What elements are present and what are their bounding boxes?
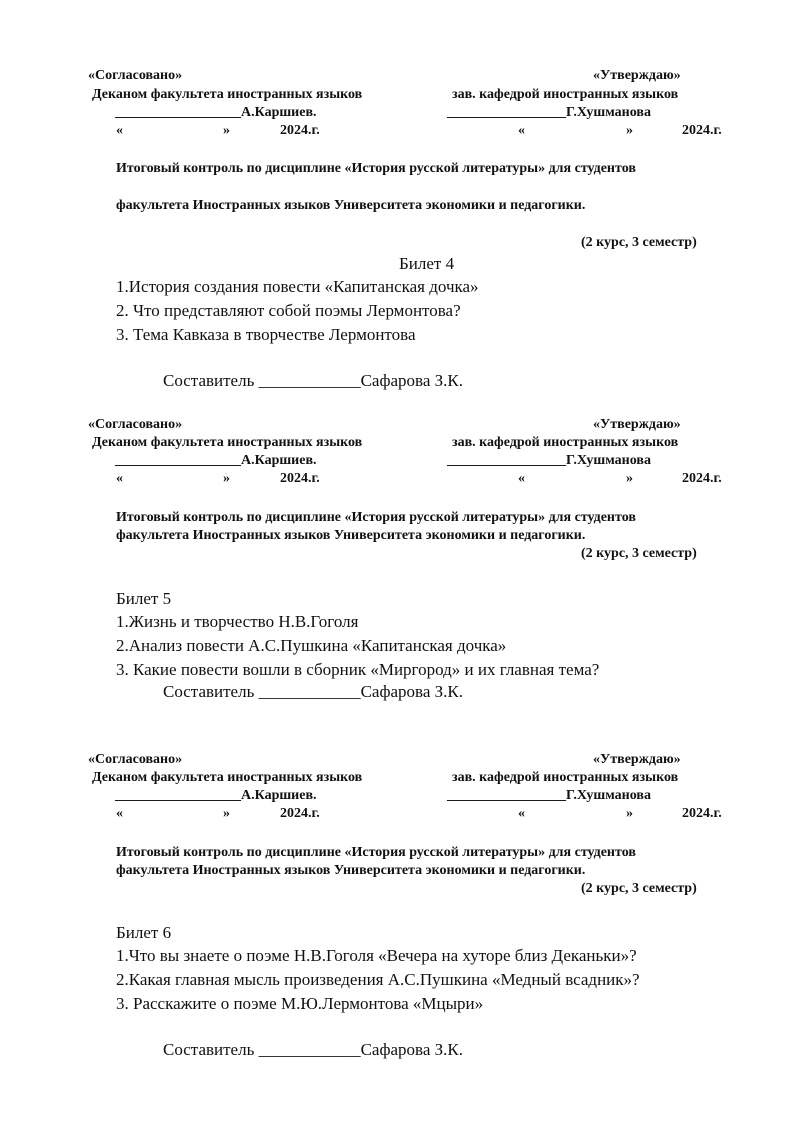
left-date-open: «: [116, 806, 123, 821]
question-3: 3. Какие повести вошли в сборник «Миргород» и их главная тема?: [116, 660, 600, 679]
approval-left-title: «Согласовано»: [88, 752, 183, 767]
left-date-open: «: [116, 123, 123, 138]
right-date-open: «: [518, 123, 525, 138]
question-2: 2.Анализ повести А.С.Пушкина «Капитанская дочка»: [116, 636, 507, 655]
ticket-number: Билет 6: [116, 923, 172, 942]
approval-right-signature: _________________Г.Хушманова: [447, 105, 651, 120]
control-title-line2: факультета Иностранных языков Университета экономики и педагогики.: [116, 863, 586, 878]
course-semester: (2 курс, 3 семестр): [581, 546, 697, 561]
ticket-number: Билет 4: [399, 254, 455, 273]
course-semester: (2 курс, 3 семестр): [581, 235, 697, 250]
left-date-close: »: [223, 806, 230, 821]
left-date-close: »: [223, 123, 230, 138]
ticket-number: Билет 5: [116, 589, 172, 608]
right-date-close: »: [626, 471, 633, 486]
approval-left-role: Деканом факультета иностранных языков: [92, 87, 363, 102]
approval-left-signature: __________________А.Каршиев.: [115, 105, 317, 120]
question-3: 3. Тема Кавказа в творчестве Лермонтова: [116, 325, 416, 344]
approval-right-role: зав. кафедрой иностранных языков: [452, 770, 679, 785]
right-year: 2024.г.: [682, 123, 722, 138]
left-date-close: »: [223, 471, 230, 486]
approval-right-role: зав. кафедрой иностранных языков: [452, 435, 679, 450]
question-2: 2. Что представляют собой поэмы Лермонтова?: [116, 301, 461, 320]
control-title-line2: факультета Иностранных языков Университета экономики и педагогики.: [116, 198, 586, 213]
compiler-line: Составитель ____________Сафарова З.К.: [163, 1040, 463, 1059]
course-semester: (2 курс, 3 семестр): [581, 881, 697, 896]
approval-left-title: «Согласовано»: [88, 68, 183, 83]
left-date-open: «: [116, 471, 123, 486]
left-year: 2024.г.: [280, 123, 320, 138]
approval-right-signature: _________________Г.Хушманова: [447, 788, 651, 803]
control-title-line2: факультета Иностранных языков Университета экономики и педагогики.: [116, 528, 586, 543]
right-date-open: «: [518, 806, 525, 821]
approval-right-title: «Утверждаю»: [593, 417, 681, 432]
approval-left-title: «Согласовано»: [88, 417, 183, 432]
right-year: 2024.г.: [682, 806, 722, 821]
right-date-open: «: [518, 471, 525, 486]
approval-right-title: «Утверждаю»: [593, 752, 681, 767]
compiler-line: Составитель ____________Сафарова З.К.: [163, 682, 463, 701]
approval-left-signature: __________________А.Каршиев.: [115, 788, 317, 803]
question-2: 2.Какая главная мысль произведения А.С.Пушкина «Медный всадник»?: [116, 970, 640, 989]
approval-right-signature: _________________Г.Хушманова: [447, 453, 651, 468]
right-date-close: »: [626, 806, 633, 821]
approval-left-role: Деканом факультета иностранных языков: [92, 770, 363, 785]
question-1: 1.Жизнь и творчество Н.В.Гоголя: [116, 612, 359, 631]
approval-right-title: «Утверждаю»: [593, 68, 681, 83]
question-1: 1.История создания повести «Капитанская дочка»: [116, 277, 479, 296]
question-1: 1.Что вы знаете о поэме Н.В.Гоголя «Вечера на хуторе близ Деканьки»?: [116, 946, 637, 965]
compiler-line: Составитель ____________Сафарова З.К.: [163, 371, 463, 390]
approval-left-role: Деканом факультета иностранных языков: [92, 435, 363, 450]
control-title-line1: Итоговый контроль по дисциплине «История русской литературы» для студентов: [116, 161, 636, 176]
left-year: 2024.г.: [280, 806, 320, 821]
approval-left-signature: __________________А.Каршиев.: [115, 453, 317, 468]
control-title-line1: Итоговый контроль по дисциплине «История русской литературы» для студентов: [116, 510, 636, 525]
left-year: 2024.г.: [280, 471, 320, 486]
right-year: 2024.г.: [682, 471, 722, 486]
right-date-close: »: [626, 123, 633, 138]
control-title-line1: Итоговый контроль по дисциплине «История русской литературы» для студентов: [116, 845, 636, 860]
question-3: 3. Расскажите о поэме М.Ю.Лермонтова «Мцыри»: [116, 994, 484, 1013]
approval-right-role: зав. кафедрой иностранных языков: [452, 87, 679, 102]
